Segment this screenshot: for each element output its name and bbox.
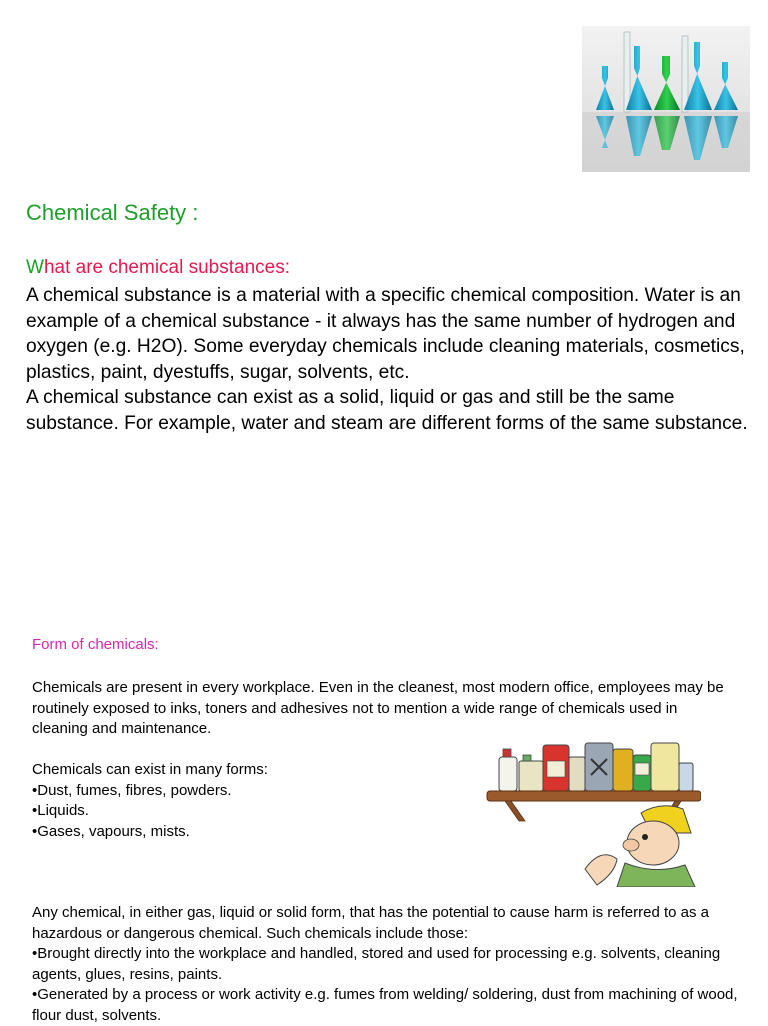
- chemical-safety-title: Chemical Safety :: [26, 200, 199, 225]
- chemical-substance-body: [26, 283, 756, 437]
- body-paragraph-1: A chemical substance is a material with a specific chemical composition. Water is an example of a chemical substance - it always has the same number of hydrogen and oxygen (e.g. H2O). Some everyday chemicals include cleaning materials, cosmetics, plastics, paint, dyestuffs, sugar, solvents, etc.: [26, 285, 745, 383]
- list-item: •Brought directly into the workplace and handled, stored and used for processing e.g. solvents, cleaning agents, glues, resins, paints.: [32, 945, 721, 983]
- heading-rest: hat are chemical substances:: [43, 257, 291, 278]
- list-item: •Gases, vapours, mists.: [32, 822, 190, 840]
- hazardous-chemicals-section: [32, 903, 752, 1026]
- list-item: •Dust, fumes, fibres, powders.: [32, 781, 232, 799]
- lab-flasks-photo: [582, 26, 750, 172]
- list-item: •Generated by a process or work activity e.g. fumes from welding/ soldering, dust from machining of wood, flour dust, solvents.: [32, 986, 738, 1024]
- list-item: •Liquids.: [32, 802, 89, 819]
- chemical-substances-heading: [26, 257, 290, 279]
- heading-first-letter: W: [26, 257, 44, 278]
- forms-heading: Chemicals can exist in many forms:: [32, 761, 268, 778]
- form-of-chemicals-title: Form of chemicals:: [32, 636, 159, 653]
- hazard-intro: Any chemical, in either gas, liquid or solid form, that has the potential to cause harm is referred to as a hazardous or dangerous chemical. Such chemicals include those:: [32, 904, 710, 942]
- chemical-forms-list: [32, 760, 432, 842]
- workplace-chemicals-intro: Chemicals are present in every workplace. Even in the cleanest, most modern office, employees may be routinely exposed to inks, toners and adhesives not to mention a wide range of chemicals used in cleaning and maintenance.: [32, 679, 724, 737]
- chemical-shelf-cartoon: [485, 735, 701, 887]
- body-paragraph-2: A chemical substance can exist as a solid, liquid or gas and still be the same substance. For example, water and steam are different forms of the same substance.: [26, 387, 748, 434]
